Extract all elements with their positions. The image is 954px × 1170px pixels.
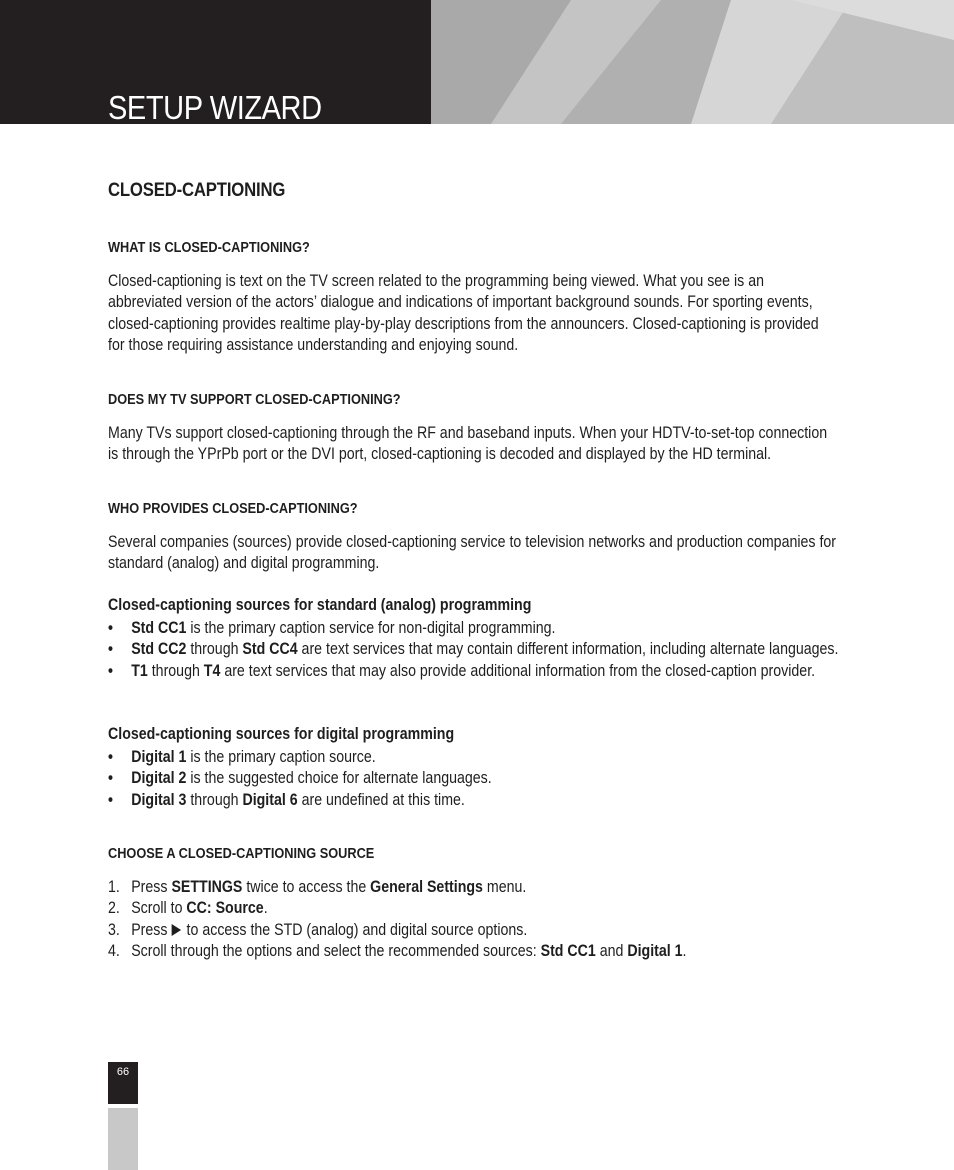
paragraph-support: [108, 423, 848, 466]
list-item: • Digital 1 is the primary caption source.: [108, 747, 848, 768]
header-photo-shapes: [431, 0, 954, 124]
step-item: 1. Press SETTINGS twice to access the General Settings menu.: [108, 878, 527, 896]
step-item: 3. Press to access the STD (analog) and digital source options.: [108, 920, 528, 939]
list-item: • Std CC1 is the primary caption service for non-digital programming.: [108, 618, 848, 639]
play-right-icon: [171, 924, 180, 936]
subheading-analog: Closed-captioning sources for standard (analog) programming: [108, 596, 532, 614]
subheading-digital: Closed-captioning sources for digital programming: [108, 725, 455, 743]
step-item: 4. Scroll through the options and select the recommended sources: Std CC1 and Digital 1.: [108, 941, 687, 960]
list-item: • Digital 2 is the suggested choice for alternate languages.: [108, 768, 848, 789]
paragraph-providers: [108, 532, 848, 575]
step-item: 2. Scroll to CC: Source.: [108, 899, 268, 918]
heading-what-is: WHAT IS CLOSED-CAPTIONING?: [108, 240, 310, 256]
text-line: Many TVs support closed-captioning through the RF and baseband inputs. When your HDTV-to-set-top connection: [108, 424, 828, 442]
list-digital: [108, 747, 848, 811]
heading-choose: CHOOSE A CLOSED-CAPTIONING SOURCE: [108, 846, 375, 862]
heading-support: DOES MY TV SUPPORT CLOSED-CAPTIONING?: [108, 392, 401, 408]
text-line: abbreviated version of the actors’ dialogue and indications of important background sounds. For sporting events,: [108, 293, 813, 312]
text-line: Closed-captioning is text on the TV screen related to the programming being viewed. What you see is an: [108, 272, 764, 290]
page-number: 66: [116, 1066, 130, 1078]
page-header: [0, 0, 954, 124]
text-line: for those requiring assistance understanding and enjoying sound.: [108, 335, 519, 354]
page-tab-grey: [108, 1108, 138, 1170]
bullet: •: [108, 748, 113, 766]
heading-providers: WHO PROVIDES CLOSED-CAPTIONING?: [108, 501, 358, 517]
list-item: • Std CC2 through Std CC4 are text services that may contain different information, including alternate languages.: [108, 639, 848, 660]
text-line: is through the YPrPb port or the DVI port, closed-captioning is decoded and displayed by the HD terminal.: [108, 445, 772, 464]
bullet: •: [108, 769, 113, 788]
list-steps: [108, 877, 848, 962]
header-photo: [431, 0, 954, 124]
section-title: CLOSED-CAPTIONING: [108, 180, 286, 201]
list-analog: [108, 618, 848, 682]
text-line: standard (analog) and digital programming.: [108, 554, 380, 573]
list-item: • T1 through T4 are text services that may also provide additional information from the closed-caption provider.: [108, 661, 848, 682]
bullet: •: [108, 790, 113, 809]
bullet: •: [108, 661, 113, 680]
paragraph-what-is: [108, 271, 848, 356]
bullet: •: [108, 619, 113, 637]
bullet: •: [108, 640, 113, 659]
page-title: SETUP WIZARD: [108, 89, 322, 126]
page-number-tab: [108, 1062, 138, 1104]
text-line: Several companies (sources) provide closed-captioning service to television networks and production companies for: [108, 533, 837, 551]
list-item: • Digital 3 through Digital 6 are undefined at this time.: [108, 790, 848, 811]
text-line: closed-captioning provides realtime play-by-play descriptions from the announcers. Closed-captioning is provided: [108, 314, 819, 333]
